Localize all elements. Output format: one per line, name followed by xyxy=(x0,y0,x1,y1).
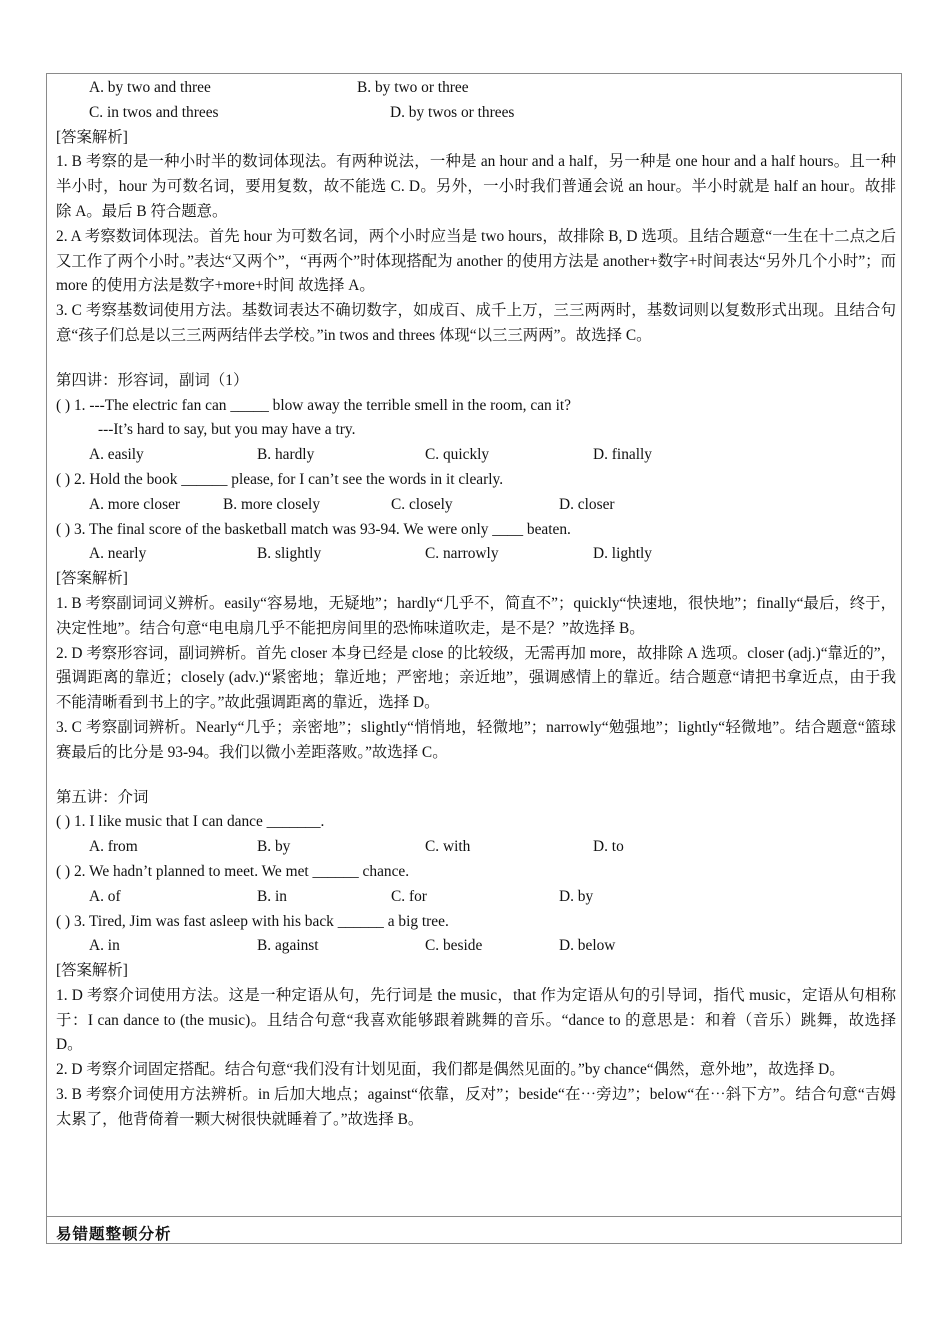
top-options-row-2 xyxy=(56,101,896,126)
option-c: C. quickly xyxy=(425,446,490,464)
option-d: D. by xyxy=(559,887,594,905)
option-a: A. easily xyxy=(89,446,144,464)
option-a: A. from xyxy=(89,838,138,856)
options-row xyxy=(56,443,896,468)
explanation: 2. D 考察形容词，副词辨析。首先 closer 本身已经是 close 的比较级，无需再加 more，故排除 A 选项。closer (adj.)“靠近的”，强调距离的靠近；closely (adv.)“紧密地；靠近地；严密地；亲近地”，强调感情上的靠近。结合题意“请把书拿近点，由于我不能清晰看到书上的字。”故此强调距离的靠近，选择 D。 xyxy=(56,644,896,712)
option-d: D. below xyxy=(559,937,616,955)
question-reply: ---It’s hard to say, but you may have a try. xyxy=(98,421,356,439)
explanation: 3. C 考察副词辨析。Nearly“几乎；亲密地”；slightly“悄悄地，轻微地”；narrowly“勉强地”；lightly“轻微地”。结合题意“篮球赛最后的比分是 93-94。我们以微小差距落败。”故选择 C。 xyxy=(56,718,896,761)
lecture-title: 第四讲：形容词，副词（1） xyxy=(56,371,249,389)
option-c: C. beside xyxy=(425,937,483,955)
answer-label: [答案解析] xyxy=(56,962,128,980)
option-a: A. of xyxy=(89,887,121,905)
option-a: A. by two and three xyxy=(89,79,211,96)
question-stem: ( ) 3. Tired, Jim was fast asleep with his back ______ a big tree. xyxy=(56,912,449,930)
options-row xyxy=(56,885,896,910)
option-c: C. narrowly xyxy=(425,545,499,563)
explanation: 1. D 考察介词使用方法。这是一种定语从句，先行词是 the music，that 作为定语从句的引导词，指代 music，定语从句相称于：I can dance to (the music)。且结合句意“我喜欢能够跟着跳舞的音乐。“dance to 的意思是：和着（音乐）跳舞，故选择 D。 xyxy=(56,986,896,1054)
options-row xyxy=(56,493,896,518)
top-options-row-1 xyxy=(56,76,896,101)
explanation: 2. D 考察介词固定搭配。结合句意“我们没有计划见面，我们都是偶然见面的。”by chance“偶然，意外地”，故选择 D。 xyxy=(56,1061,845,1079)
option-c: C. with xyxy=(425,838,471,856)
option-b: B. hardly xyxy=(257,446,315,464)
option-a: A. in xyxy=(89,937,120,955)
option-a: A. nearly xyxy=(89,545,147,563)
question-stem: ( ) 1. I like music that I can dance _______. xyxy=(56,813,325,831)
option-b: B. against xyxy=(257,937,319,955)
option-d: D. closer xyxy=(559,495,615,513)
option-a: A. more closer xyxy=(89,495,181,513)
option-b: B. slightly xyxy=(257,545,322,563)
option-b: B. by xyxy=(257,838,291,856)
options-row xyxy=(56,835,896,860)
option-d: D. by twos or threes xyxy=(390,103,515,121)
question-stem: ( ) 1. ---The electric fan can _____ blow away the terrible smell in the room, can it? xyxy=(56,396,571,414)
explanation: 1. B 考察的是一种小时半的数词体现法。有两种说法，一种是 an hour and a half，另一种是 one hour and a half hours。且一种半小时，hour 为可数名词，要用复数，故不能选 C. D。另外，一小时我们普通会说 an hour。半小时就是 half an hour。故排除 A。最后 B 符合题意。 xyxy=(56,153,896,220)
footer-section-title: 易错题整顿分析 xyxy=(56,1225,172,1243)
option-c: C. in twos and threes xyxy=(89,103,219,121)
option-b: B. more closely xyxy=(223,495,321,513)
option-d: D. to xyxy=(593,838,624,856)
explanation: 3. C 考察基数词使用方法。基数词表达不确切数字，如成百、成千上万，三三两两时，基数词则以复数形式出现。且结合句意“孩子们总是以三三两两结伴去学校。”in twos and threes 体现“以三三两两”。故选择 C。 xyxy=(56,302,896,344)
question-stem: ( ) 3. The final score of the basketball match was 93-94. We were only ____ beaten. xyxy=(56,520,571,538)
document-body xyxy=(56,76,896,1133)
option-b: B. in xyxy=(257,887,287,905)
option-c: C. closely xyxy=(391,495,453,513)
options-row xyxy=(56,542,896,567)
option-c: C. for xyxy=(391,887,427,905)
option-b: B. by two or three xyxy=(357,79,469,96)
lecture-title: 第五讲：介词 xyxy=(56,788,149,806)
option-d: D. lightly xyxy=(593,545,652,563)
explanation: 1. B 考察副词词义辨析。easily“容易地，无疑地”；hardly“几乎不，简直不”；quickly“快速地，很快地”；finally“最后，终于，决定性地”。结合句意“电电扇几乎不能把房间里的恐怖味道吹走，是不是？”故选择 B。 xyxy=(56,594,896,637)
table-divider xyxy=(46,1216,902,1217)
explanation: 3. B 考察介词使用方法辨析。in 后加大地点；against“依靠，反对”；beside“在⋯旁边”；below“在⋯斜下方”。结合句意“吉姆太累了，他背倚着一颗大树很快就睡着了。”故选择 B。 xyxy=(56,1086,896,1128)
explanation: 2. A 考察数词体现法。首先 hour 为可数名词，两个小时应当是 two hours，故排除 B, D 选项。且结合题意“一生在十二点之后又工作了两个小时。”表达“又两个”，“再两个”时体现搭配为 another 的使用方法是 another+数字+时间表达“另外几个小时”；而 more 的使用方法是数字+more+时间 故选择 A。 xyxy=(56,227,896,295)
answer-label: [答案解析] xyxy=(56,128,128,146)
question-stem: ( ) 2. We hadn’t planned to meet. We met ______ chance. xyxy=(56,862,410,880)
option-d: D. finally xyxy=(593,446,652,464)
answer-label: [答案解析] xyxy=(56,570,128,588)
options-row xyxy=(56,934,896,959)
question-stem: ( ) 2. Hold the book ______ please, for I can’t see the words in it clearly. xyxy=(56,470,504,488)
